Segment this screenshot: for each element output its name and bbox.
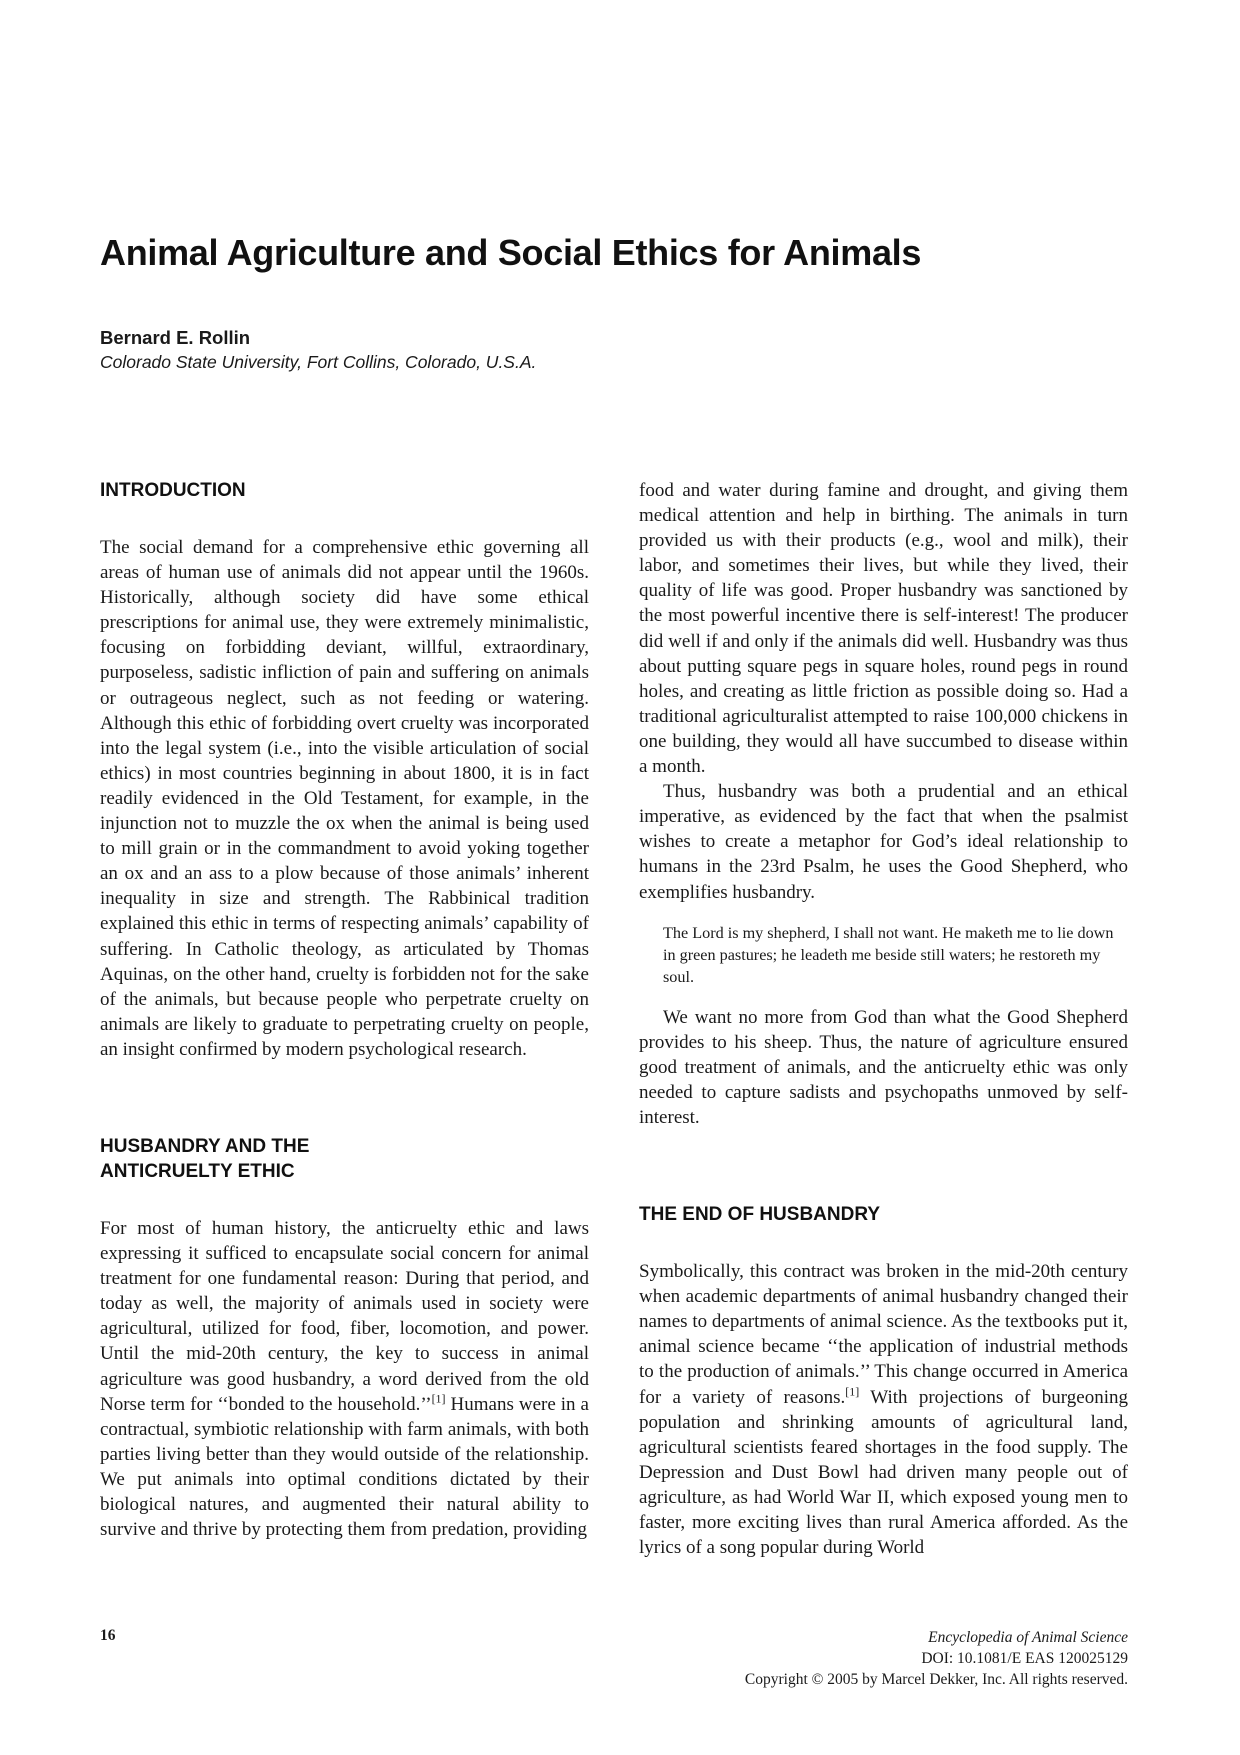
husbandry-paragraph-2: Thus, husbandry was both a prudential and an ethical imperative, as evidenced by the fact that when the psalmist wishes to create a metaphor for God’s ideal relationship to humans in the 23rd Psalm, he uses the Good Shepherd, who exemplifies husbandry. bbox=[639, 781, 1128, 903]
doi-line: DOI: 10.1081/E EAS 120025129 bbox=[921, 1650, 1128, 1667]
husbandry-paragraph-1-continued: food and water during famine and drought, and giving them medical attention and help in birthing. The animals in turn provided us with their products (e.g., wool and milk), their labor, and sometimes their lives, but while they lived, their quality of life was good. Proper husbandry was sanctioned by the most powerful incentive there is self-interest! The producer did well if and only if the animals did well. Husbandry was thus about putting square pegs in square holes, round pegs in round holes, and creating as little friction as possible doing so. Had a traditional agriculturalist attempted to raise 100,000 chickens in one building, they would all have succumbed to disease within a month. bbox=[639, 480, 1128, 778]
left-column bbox=[100, 478, 589, 1542]
journal-name: Encyclopedia of Animal Science bbox=[928, 1629, 1128, 1646]
husbandry-paragraph-3: We want no more from God than what the Good Shepherd provides to his sheep. Thus, the nature of agriculture ensured good treatment of animals, and the anticruelty ethic was only needed to capture sadists and psychopaths unmoved by self-interest. bbox=[639, 1006, 1128, 1128]
author-name: Bernard E. Rollin bbox=[100, 327, 251, 348]
introduction-paragraph: The social demand for a comprehensive ethic governing all areas of human use of animals did not appear until the 1960s. Historically, although society did have some ethical prescriptions for animal use, they were extremely minimalistic, focusing on forbidding deviant, willful, extraordinary, purposeless, sadistic infliction of pain and suffering on animals or outrageous neglect, such as not feeding or watering. Although this ethic of forbidding overt cruelty was incorporated into the legal system (i.e., into the visible articulation of social ethics) in most countries beginning in about 1800, it is in fact readily evidenced in the Old Testament, for example, in the injunction not to muzzle the ox when the animal is being used to mill grain or in the commandment to avoid yoking together an ox and an ass to a plow because of those animals’ inherent inequality in size and strength. The Rabbinical tradition explained this ethic in terms of respecting animals’ capability of suffering. In Catholic theology, as articulated by Thomas Aquinas, on the other hand, cruelty is forbidden not for the sake of the animals, but because people who perpetrate cruelty on animals are likely to graduate to perpetrating cruelty on people, an insight confirmed by modern psychological research. bbox=[100, 537, 589, 1060]
publication-footer bbox=[745, 1627, 1128, 1690]
end-paragraph-text-a: Symbolically, this contract was broken in the mid-20th century when academic departments of animal husbandry changed their names to departments of animal science. As the textbooks put it, animal science became ‘‘the application of industrial methods to the production of animals.’’ This change occurred in America for a variety of reasons. bbox=[639, 1261, 1128, 1408]
end-of-husbandry-heading: THE END OF HUSBANDRY bbox=[639, 1204, 881, 1226]
husbandry-paragraph-1-text-b: Humans were in a contractual, symbiotic relationship with farm animals, with both parties living better than they would outside of the relationship. We put animals into optimal conditions dictated by their biological natures, and augmented their natural ability to survive and thrive by protecting them from predation, providing bbox=[100, 1393, 589, 1541]
end-of-husbandry-paragraph bbox=[639, 1259, 1128, 1560]
citation-marker: [1] bbox=[431, 1391, 446, 1406]
end-paragraph-text-b: With projections of burgeoning population and shrinking amounts of agricultural land, agricultural scientists feared shortages in the food supply. The Depression and Dust Bowl had driven many people out of agriculture, as had World War II, which exposed young men to faster, more exciting lives than rural America afforded. As the lyrics of a song popular during World bbox=[639, 1386, 1128, 1559]
husbandry-paragraph-1-text-a: For most of human history, the anticruelty ethic and laws expressing it sufficed to encapsulate social concern for animal treatment for one fundamental reason: During that period, and today as well, the majority of animals used in society were agricultural, utilized for food, fiber, locomotion, and power. Until the mid-20th century, the key to success in animal agriculture was good husbandry, a word derived from the old Norse term for ‘‘bonded to the household.’’ bbox=[100, 1217, 589, 1415]
husbandry-paragraph-1 bbox=[100, 1216, 589, 1542]
right-column bbox=[639, 478, 1128, 1560]
husbandry-heading-line2: ANTICRUELTY ETHIC bbox=[100, 1160, 295, 1182]
page-number: 16 bbox=[100, 1627, 116, 1644]
copyright-line: Copyright © 2005 by Marcel Dekker, Inc. All rights reserved. bbox=[744, 1671, 1128, 1688]
introduction-heading: INTRODUCTION bbox=[100, 480, 246, 501]
citation-marker: [1] bbox=[845, 1384, 860, 1399]
psalm-quote: The Lord is my shepherd, I shall not want. He maketh me to lie down in green pastures; he leadeth me beside still waters; he restoreth my soul. bbox=[663, 923, 1114, 986]
husbandry-heading bbox=[100, 1134, 589, 1184]
husbandry-heading-line1: HUSBANDRY AND THE bbox=[100, 1135, 310, 1157]
article-title: Animal Agriculture and Social Ethics for Animals bbox=[100, 232, 922, 273]
author-affiliation: Colorado State University, Fort Collins, Colorado, U.S.A. bbox=[100, 352, 537, 372]
